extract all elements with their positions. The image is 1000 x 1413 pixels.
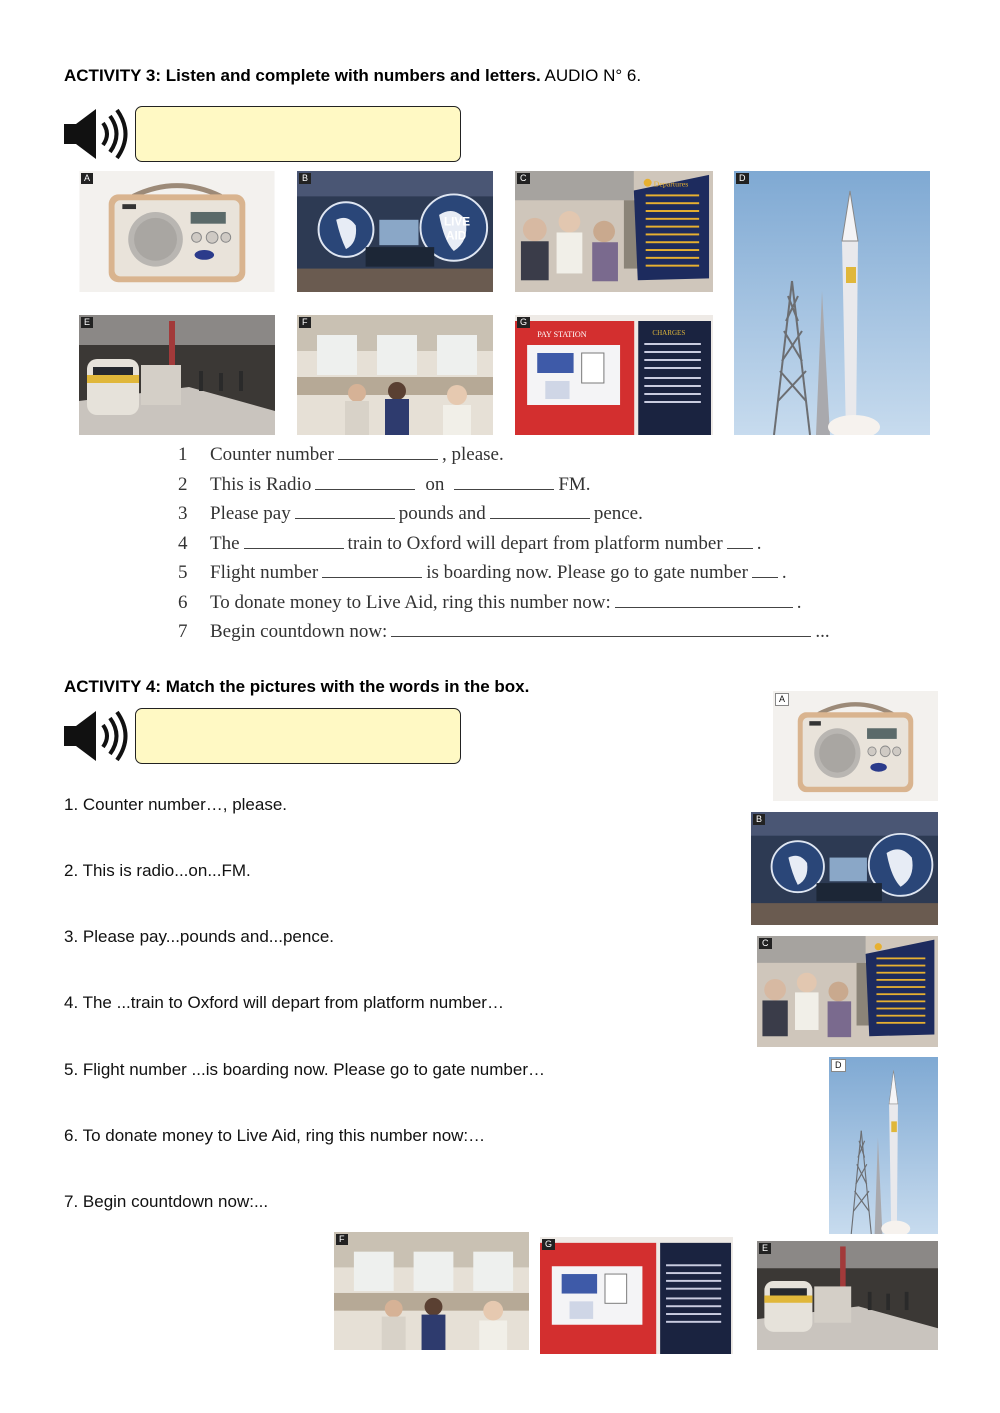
- match-item-4: 4. The ...train to Oxford will depart from platform number…: [64, 993, 504, 1012]
- row-text: ...: [815, 621, 830, 642]
- textbook-row-6: [178, 588, 878, 618]
- photo-label-g: G: [542, 1239, 555, 1250]
- photo-label-g: G: [517, 317, 530, 328]
- photo-label-f: F: [336, 1234, 348, 1245]
- match-item-7: 7. Begin countdown now:...: [64, 1192, 269, 1211]
- match-item-3: 3. Please pay...pounds and...pence.: [64, 927, 334, 946]
- live-aid-logo-text-2: AID: [445, 229, 467, 243]
- photo-label-c: C: [759, 938, 772, 949]
- row-text: FM.: [558, 473, 591, 495]
- answer-blank[interactable]: [490, 500, 590, 519]
- row-text: .: [781, 562, 787, 583]
- departures-board-title: Departures: [653, 179, 689, 189]
- photo-label-b: B: [299, 173, 311, 184]
- match-photo-e-train[interactable]: [757, 1241, 938, 1350]
- photo-label-a: A: [81, 173, 93, 184]
- row-text: is boarding now. Please go to gate number: [426, 562, 748, 583]
- match-photo-a-radio[interactable]: [773, 691, 938, 801]
- photo-label-d: D: [831, 1059, 846, 1072]
- photo-label-d: D: [736, 173, 749, 184]
- activity3-title: [64, 66, 641, 86]
- row-number: 1: [178, 444, 188, 465]
- photo-label-f: F: [299, 317, 311, 328]
- row-number: 4: [178, 532, 188, 554]
- match-photo-d-rocket[interactable]: [829, 1057, 938, 1234]
- answer-blank[interactable]: [615, 589, 793, 608]
- photo-e-train: [79, 315, 275, 435]
- photo-c-airport: [515, 171, 713, 292]
- row-number: 2: [178, 473, 188, 495]
- photo-label-e: E: [81, 317, 93, 328]
- textbook-row-1: [178, 440, 878, 470]
- row-number: 6: [178, 591, 188, 613]
- activity4-title-text: ACTIVITY 4: Match the pictures with the words in the box.: [64, 677, 530, 696]
- row-text: .: [756, 532, 762, 554]
- match-photo-g-pay-station[interactable]: [540, 1237, 733, 1354]
- row-text: This is Radio: [210, 473, 312, 495]
- textbook-row-4: [178, 529, 878, 559]
- match-item-1: 1. Counter number…, please.: [64, 795, 288, 814]
- row-text: train to Oxford will depart from platform number: [347, 532, 723, 554]
- textbook-exercise: [178, 440, 878, 647]
- speaker-icon[interactable]: [62, 106, 132, 162]
- row-text: The: [210, 532, 240, 554]
- answer-blank[interactable]: [315, 471, 415, 490]
- activity4-title: [64, 677, 529, 697]
- answer-blank[interactable]: [244, 530, 344, 549]
- textbook-row-3: [178, 499, 878, 529]
- match-photo-c-airport[interactable]: [757, 936, 938, 1047]
- answer-blank[interactable]: [454, 471, 554, 490]
- match-item-5: 5. Flight number ...is boarding now. Please go to gate number…: [64, 1060, 545, 1079]
- photo-label-a: A: [775, 693, 789, 706]
- photo-label-e: E: [759, 1243, 771, 1254]
- activity3-title-audio: AUDIO N° 6.: [540, 66, 642, 85]
- row-text: Flight number: [210, 562, 319, 583]
- answer-blank[interactable]: [295, 500, 395, 519]
- row-number: 7: [178, 621, 188, 642]
- photo-label-c: C: [517, 173, 530, 184]
- photo-a-radio: [79, 171, 275, 292]
- answer-blank[interactable]: [752, 559, 778, 578]
- row-number: 3: [178, 503, 188, 524]
- photo-label-b: B: [753, 814, 765, 825]
- row-text: Begin countdown now:: [210, 621, 388, 642]
- speaker-icon[interactable]: [62, 708, 132, 764]
- audio-player-box-1[interactable]: [135, 106, 461, 162]
- row-text: Please pay: [210, 503, 291, 524]
- match-item-6: 6. To donate money to Live Aid, ring this number now:…: [64, 1126, 486, 1145]
- activity3-title-bold: ACTIVITY 3: Listen and complete with numbers and letters.: [64, 66, 541, 85]
- textbook-row-5: [178, 558, 878, 588]
- pay-station-sign: PAY STATION: [537, 330, 587, 339]
- live-aid-logo-text: LIVE: [444, 215, 471, 229]
- textbook-row-7: [178, 617, 878, 647]
- row-text: , please.: [442, 444, 504, 465]
- row-number: 5: [178, 562, 188, 583]
- row-text: To donate money to Live Aid, ring this number now:: [210, 591, 611, 613]
- row-text: .: [796, 591, 802, 613]
- textbook-row-2: [178, 470, 878, 500]
- match-item-2: 2. This is radio...on...FM.: [64, 861, 251, 880]
- photo-g-pay-station: [515, 315, 713, 435]
- photo-b-live-aid: [297, 171, 493, 292]
- answer-blank[interactable]: [322, 559, 422, 578]
- photo-d-rocket: [734, 171, 930, 435]
- charges-sign: CHARGES: [652, 329, 686, 337]
- answer-blank[interactable]: [338, 441, 438, 460]
- audio-player-box-2[interactable]: [135, 708, 461, 764]
- match-photo-f-counter[interactable]: [334, 1232, 529, 1350]
- answer-blank[interactable]: [391, 618, 811, 637]
- row-text: pounds and: [398, 503, 486, 524]
- row-text: on: [425, 473, 445, 495]
- row-text: Counter number: [210, 444, 335, 465]
- answer-blank[interactable]: [727, 530, 753, 549]
- match-photo-b-live-aid[interactable]: [751, 812, 938, 925]
- photo-f-counter: [297, 315, 493, 435]
- row-text: pence.: [593, 503, 643, 524]
